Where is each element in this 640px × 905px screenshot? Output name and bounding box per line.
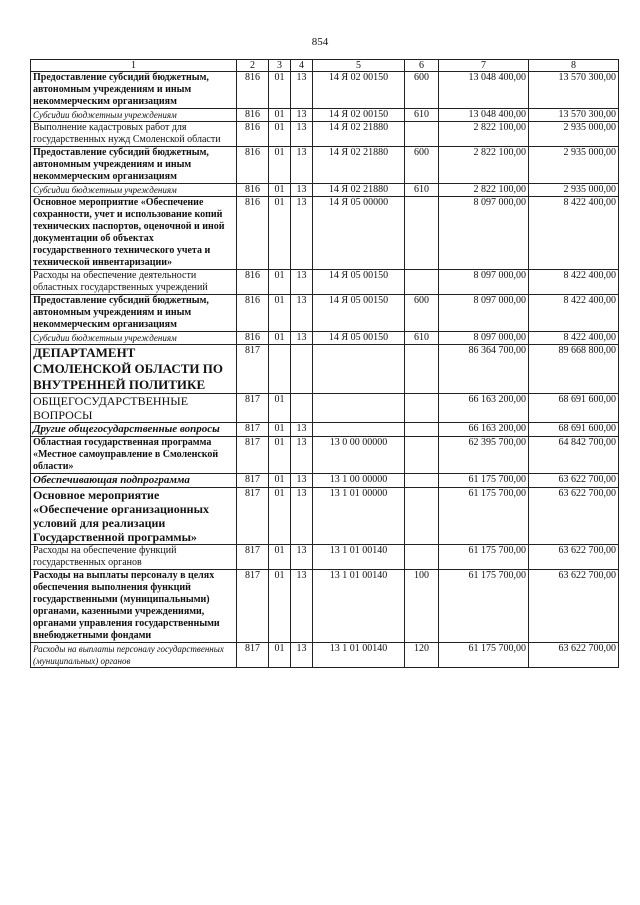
department-code-cell: 816 [237,295,269,332]
amount-year2-cell: 2 935 000,00 [529,147,619,184]
column-header: 4 [291,60,313,72]
subsection-code-cell: 13 [291,474,313,488]
section-code-cell: 01 [269,184,291,197]
row-name-cell: Обеспечивающая подпрограмма [31,474,237,488]
department-code-cell: 816 [237,147,269,184]
table-row [31,295,619,332]
target-item-code-cell: 13 0 00 00000 [313,437,405,474]
section-code-cell: 01 [269,570,291,643]
amount-year2-cell: 13 570 300,00 [529,72,619,109]
target-item-code-cell: 13 1 01 00140 [313,545,405,570]
table-row [31,147,619,184]
subsection-code-cell: 13 [291,270,313,295]
amount-year2-cell: 68 691 600,00 [529,423,619,437]
row-name-cell: Другие общегосударственные вопросы [31,423,237,437]
row-name-cell: Субсидии бюджетным учреждениям [31,332,237,345]
subsection-code-cell: 13 [291,488,313,545]
expense-type-code-cell [405,474,439,488]
column-header: 1 [31,60,237,72]
table-row [31,184,619,197]
column-header: 2 [237,60,269,72]
target-item-code-cell [313,394,405,423]
amount-year2-cell: 13 570 300,00 [529,109,619,122]
subsection-code-cell: 13 [291,109,313,122]
target-item-code-cell: 14 Я 02 21880 [313,122,405,147]
department-code-cell: 816 [237,72,269,109]
amount-year1-cell: 8 097 000,00 [439,270,529,295]
table-row [31,643,619,668]
expense-type-code-cell [405,423,439,437]
section-code-cell: 01 [269,295,291,332]
table-row [31,570,619,643]
subsection-code-cell: 13 [291,545,313,570]
department-code-cell: 817 [237,437,269,474]
target-item-code-cell: 14 Я 05 00150 [313,295,405,332]
amount-year2-cell: 8 422 400,00 [529,295,619,332]
amount-year2-cell: 2 935 000,00 [529,122,619,147]
department-code-cell: 817 [237,423,269,437]
row-name-cell: Областная государственная программа «Местное самоуправление в Смоленской области» [31,437,237,474]
amount-year1-cell: 66 163 200,00 [439,394,529,423]
expense-type-code-cell: 610 [405,109,439,122]
department-code-cell: 817 [237,643,269,668]
amount-year2-cell: 2 935 000,00 [529,184,619,197]
amount-year1-cell: 8 097 000,00 [439,332,529,345]
table-row [31,488,619,545]
target-item-code-cell: 14 Я 02 00150 [313,109,405,122]
subsection-code-cell: 13 [291,295,313,332]
expense-type-code-cell [405,394,439,423]
target-item-code-cell [313,345,405,394]
section-code-cell: 01 [269,423,291,437]
row-name-cell: Субсидии бюджетным учреждениям [31,184,237,197]
expense-type-code-cell: 600 [405,295,439,332]
section-code-cell: 01 [269,474,291,488]
column-header: 3 [269,60,291,72]
table-row [31,437,619,474]
section-code-cell: 01 [269,147,291,184]
target-item-code-cell: 14 Я 02 21880 [313,147,405,184]
target-item-code-cell [313,423,405,437]
amount-year2-cell: 8 422 400,00 [529,270,619,295]
amount-year1-cell: 61 175 700,00 [439,474,529,488]
section-code-cell: 01 [269,545,291,570]
department-code-cell: 817 [237,345,269,394]
target-item-code-cell: 14 Я 05 00150 [313,332,405,345]
department-code-cell: 816 [237,109,269,122]
amount-year2-cell: 63 622 700,00 [529,545,619,570]
column-header: 8 [529,60,619,72]
amount-year1-cell: 62 395 700,00 [439,437,529,474]
expense-type-code-cell: 100 [405,570,439,643]
table-row [31,394,619,423]
amount-year1-cell: 8 097 000,00 [439,295,529,332]
header-row [31,60,619,72]
amount-year1-cell: 13 048 400,00 [439,109,529,122]
table-row [31,72,619,109]
column-header: 7 [439,60,529,72]
target-item-code-cell: 14 Я 05 00000 [313,197,405,270]
amount-year2-cell: 63 622 700,00 [529,643,619,668]
subsection-code-cell: 13 [291,332,313,345]
subsection-code-cell: 13 [291,423,313,437]
subsection-code-cell [291,345,313,394]
section-code-cell: 01 [269,197,291,270]
table-body [31,72,619,668]
expense-type-code-cell: 610 [405,332,439,345]
table-row [31,270,619,295]
expense-type-code-cell [405,345,439,394]
section-code-cell: 01 [269,122,291,147]
row-name-cell: Расходы на выплаты персоналу в целях обеспечения выполнения функций государственными (муниципальными) органами, казенными учреждениями, органами управления государственными внебюджетными фондами [31,570,237,643]
row-name-cell: Расходы на обеспечение деятельности областных государственных учреждений [31,270,237,295]
row-name-cell: Основное мероприятие «Обеспечение сохранности, учет и использование копий технических паспортов, оценочной и иной документации об объектах государственного технического учета и технической инвентаризации» [31,197,237,270]
amount-year2-cell: 63 622 700,00 [529,570,619,643]
amount-year1-cell: 2 822 100,00 [439,122,529,147]
expense-type-code-cell [405,437,439,474]
table-row [31,109,619,122]
department-code-cell: 817 [237,394,269,423]
section-code-cell: 01 [269,109,291,122]
row-name-cell: Выполнение кадастровых работ для государственных нужд Смоленской области [31,122,237,147]
row-name-cell: Предоставление субсидий бюджетным, автономным учреждениям и иным некоммерческим организациям [31,295,237,332]
target-item-code-cell: 14 Я 05 00150 [313,270,405,295]
table-row [31,474,619,488]
subsection-code-cell: 13 [291,643,313,668]
section-code-cell: 01 [269,332,291,345]
amount-year1-cell: 61 175 700,00 [439,545,529,570]
department-code-cell: 816 [237,270,269,295]
page-number: 854 [311,36,329,48]
amount-year1-cell: 86 364 700,00 [439,345,529,394]
subsection-code-cell [291,394,313,423]
amount-year1-cell: 13 048 400,00 [439,72,529,109]
section-code-cell [269,345,291,394]
row-name-cell: Расходы на обеспечение функций государственных органов [31,545,237,570]
budget-table [30,59,619,668]
section-code-cell: 01 [269,394,291,423]
amount-year1-cell: 8 097 000,00 [439,197,529,270]
subsection-code-cell: 13 [291,570,313,643]
expense-type-code-cell: 600 [405,72,439,109]
expense-type-code-cell [405,270,439,295]
table-row [31,332,619,345]
section-code-cell: 01 [269,643,291,668]
subsection-code-cell: 13 [291,147,313,184]
table-row [31,197,619,270]
expense-type-code-cell: 120 [405,643,439,668]
column-header: 5 [313,60,405,72]
subsection-code-cell: 13 [291,72,313,109]
target-item-code-cell: 13 1 01 00140 [313,570,405,643]
section-code-cell: 01 [269,270,291,295]
amount-year1-cell: 61 175 700,00 [439,643,529,668]
amount-year1-cell: 61 175 700,00 [439,488,529,545]
target-item-code-cell: 14 Я 02 21880 [313,184,405,197]
expense-type-code-cell [405,197,439,270]
amount-year2-cell: 64 842 700,00 [529,437,619,474]
target-item-code-cell: 13 1 01 00000 [313,488,405,545]
section-code-cell: 01 [269,437,291,474]
department-code-cell: 816 [237,332,269,345]
amount-year2-cell: 8 422 400,00 [529,332,619,345]
row-name-cell: ДЕПАРТАМЕНТ СМОЛЕНСКОЙ ОБЛАСТИ ПО ВНУТРЕННЕЙ ПОЛИТИКЕ [31,345,237,394]
department-code-cell: 817 [237,488,269,545]
expense-type-code-cell: 610 [405,184,439,197]
target-item-code-cell: 13 1 01 00140 [313,643,405,668]
subsection-code-cell: 13 [291,197,313,270]
target-item-code-cell: 14 Я 02 00150 [313,72,405,109]
department-code-cell: 816 [237,122,269,147]
row-name-cell: Предоставление субсидий бюджетным, автономным учреждениям и иным некоммерческим организациям [31,147,237,184]
amount-year1-cell: 2 822 100,00 [439,184,529,197]
amount-year2-cell: 89 668 800,00 [529,345,619,394]
department-code-cell: 816 [237,197,269,270]
table-row [31,122,619,147]
amount-year1-cell: 66 163 200,00 [439,423,529,437]
row-name-cell: ОБЩЕГОСУДАРСТВЕННЫЕ ВОПРОСЫ [31,394,237,423]
expense-type-code-cell: 600 [405,147,439,184]
department-code-cell: 816 [237,184,269,197]
table-row [31,423,619,437]
department-code-cell: 817 [237,545,269,570]
table-row [31,345,619,394]
amount-year1-cell: 61 175 700,00 [439,570,529,643]
expense-type-code-cell [405,122,439,147]
expense-type-code-cell [405,545,439,570]
section-code-cell: 01 [269,488,291,545]
subsection-code-cell: 13 [291,437,313,474]
amount-year1-cell: 2 822 100,00 [439,147,529,184]
row-name-cell: Субсидии бюджетным учреждениям [31,109,237,122]
amount-year2-cell: 63 622 700,00 [529,488,619,545]
amount-year2-cell: 8 422 400,00 [529,197,619,270]
row-name-cell: Основное мероприятие «Обеспечение организационных условий для реализации Государственной программы» [31,488,237,545]
amount-year2-cell: 68 691 600,00 [529,394,619,423]
department-code-cell: 817 [237,570,269,643]
row-name-cell: Расходы на выплаты персоналу государственных (муниципальных) органов [31,643,237,668]
expense-type-code-cell [405,488,439,545]
column-header: 6 [405,60,439,72]
row-name-cell: Предоставление субсидий бюджетным, автономным учреждениям и иным некоммерческим организациям [31,72,237,109]
table-row [31,545,619,570]
section-code-cell: 01 [269,72,291,109]
amount-year2-cell: 63 622 700,00 [529,474,619,488]
department-code-cell: 817 [237,474,269,488]
target-item-code-cell: 13 1 00 00000 [313,474,405,488]
subsection-code-cell: 13 [291,184,313,197]
subsection-code-cell: 13 [291,122,313,147]
